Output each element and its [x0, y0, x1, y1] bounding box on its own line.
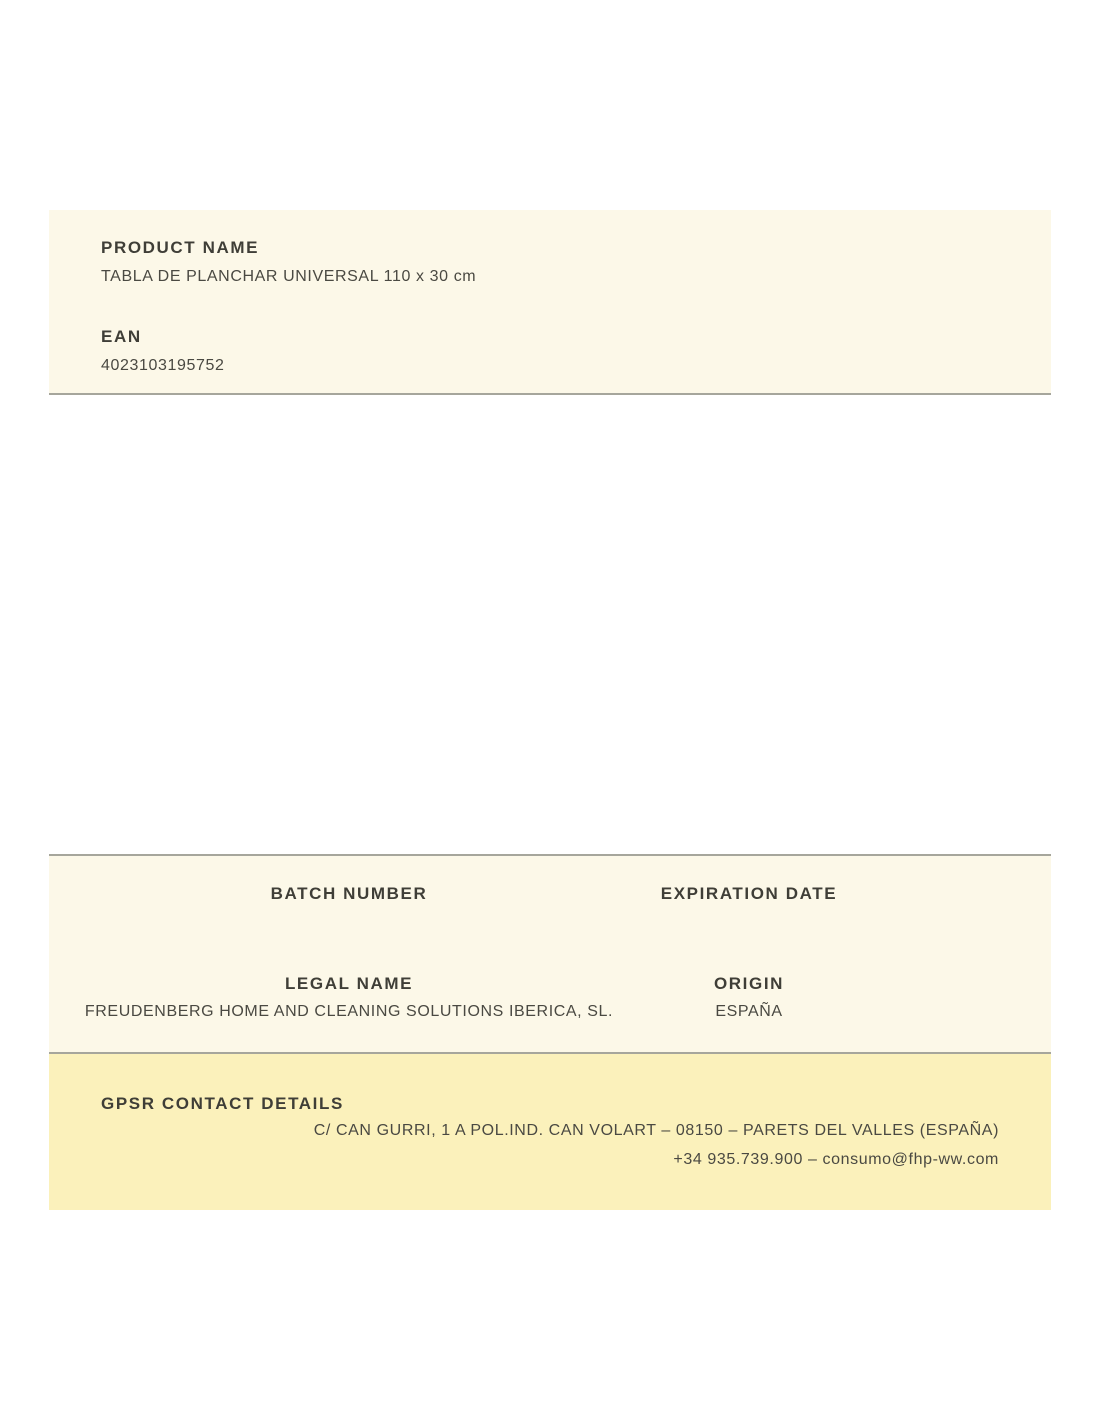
- batch-number-label: BATCH NUMBER: [270, 884, 428, 903]
- ean-value: 4023103195752: [101, 357, 225, 374]
- product-name-label: PRODUCT NAME: [101, 238, 260, 257]
- expiration-date-label: EXPIRATION DATE: [660, 884, 838, 903]
- product-name-value: TABLA DE PLANCHAR UNIVERSAL 110 x 30 cm: [101, 268, 477, 285]
- gpsr-title: GPSR CONTACT DETAILS: [101, 1094, 344, 1113]
- legal-name-label: LEGAL NAME: [284, 974, 414, 993]
- gpsr-address: C/ CAN GURRI, 1 A POL.IND. CAN VOLART – 08150 – PARETS DEL VALLES (ESPAÑA): [313, 1122, 999, 1139]
- traceability-section: [49, 854, 1051, 1054]
- gpsr-phone-email: +34 935.739.900 – consumo@fhp-ww.com: [673, 1151, 999, 1168]
- legal-origin-label-row: [49, 975, 1051, 992]
- legal-name-value: FREUDENBERG HOME AND CLEANING SOLUTIONS IBERICA, SL.: [84, 1003, 614, 1020]
- origin-value: ESPAÑA: [715, 1003, 783, 1020]
- gpsr-contact-section: [49, 1054, 1051, 1210]
- legal-origin-value-row: [49, 1003, 1051, 1020]
- ean-label: EAN: [101, 327, 142, 346]
- batch-expiration-row: [49, 885, 1051, 902]
- product-info-section: [49, 210, 1051, 395]
- origin-label: ORIGIN: [713, 974, 785, 993]
